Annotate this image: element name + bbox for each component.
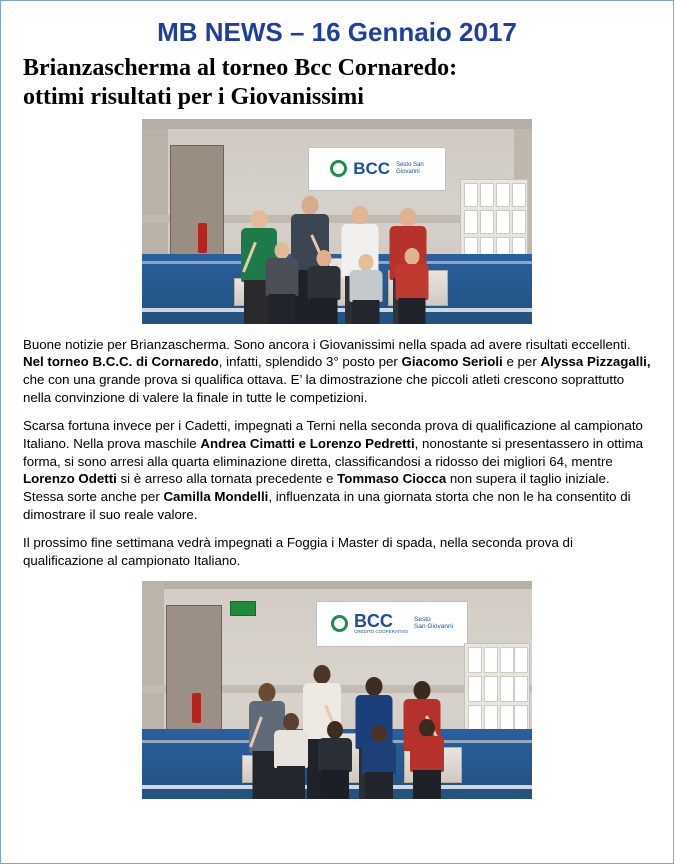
- bcc-banner-sub-1: Sesto San: [396, 162, 424, 169]
- ceiling-beam: [142, 119, 532, 129]
- p1-b3: Alyssa Pizzagalli,: [540, 354, 651, 370]
- p1-s4: che con una grande prova si qualifica ottava. E’ la dimostrazione che piccoli atleti crescono soprattutto nella convinzione di valere la finale in tutte le competizioni.: [23, 371, 625, 405]
- gym-door: [170, 145, 224, 265]
- athlete-front-4: [406, 719, 448, 799]
- athlete-head: [352, 206, 369, 225]
- bcc-banner-credito: CREDITO COOPERATIVO: [353, 629, 409, 635]
- athlete-head: [359, 254, 374, 271]
- bcc-logo-icon: [331, 615, 348, 632]
- athlete-head: [302, 196, 319, 215]
- article-paragraph-2: [23, 417, 651, 523]
- p1-s2: , infatti, splendido 3° posto per: [218, 354, 402, 370]
- athlete-head: [419, 719, 435, 737]
- bcc-banner-text: BCC: [353, 611, 393, 632]
- bcc-logo-icon: [330, 160, 347, 177]
- athlete-head: [414, 681, 431, 700]
- athlete-front-2: [304, 250, 344, 324]
- p2-b3: Tommaso Ciocca: [337, 471, 447, 487]
- athlete-head: [275, 242, 290, 259]
- article-paragraph-3: [23, 534, 651, 569]
- athlete-legs: [399, 298, 426, 324]
- headline-line-2: ottimi risultati per i Giovanissimi: [23, 84, 364, 111]
- athlete-front-1: [262, 242, 302, 324]
- bcc-banner-text: BCC: [353, 159, 391, 179]
- p2-s4: non supera il taglio iniziale. Stessa sorte anche per: [23, 471, 610, 504]
- athlete-torso: [274, 730, 308, 768]
- fire-extinguisher-icon: [198, 223, 207, 253]
- athlete-head: [283, 713, 299, 731]
- athlete-front-4: [392, 248, 432, 324]
- athlete-head: [259, 683, 276, 702]
- bcc-banner-sub-2: Giovanni: [396, 168, 420, 175]
- wall-pillar-left: [142, 119, 168, 269]
- p2-s5: , influenzata in una giornata storta che non le ha consentito di dimostrare il suo reale valore.: [23, 488, 631, 522]
- athlete-torso: [308, 266, 341, 300]
- exit-sign-icon: [230, 601, 256, 616]
- athlete-head: [327, 721, 343, 739]
- athlete-legs: [353, 300, 380, 324]
- athlete-torso: [396, 264, 429, 300]
- athlete-head: [371, 725, 387, 743]
- athlete-front-1: [270, 713, 312, 799]
- p2-s1: Scarsa fortuna invece per i Cadetti, impegnati a Terni nella seconda prova di qualificazione al campionato Italiano. Nella prova maschile: [23, 418, 643, 451]
- sponsor-banner-bcc: [316, 601, 468, 647]
- p2-b2: Lorenzo Odetti: [23, 471, 117, 487]
- athlete-head: [317, 250, 332, 267]
- athlete-legs: [311, 298, 338, 324]
- p1-b2: Giacomo Serioli: [401, 354, 503, 370]
- sponsor-banner-bcc: [308, 147, 446, 191]
- athlete-head: [400, 208, 417, 227]
- p1-s3: e per: [502, 354, 541, 370]
- p1-b1: Nel torneo B.C.C. di Cornaredo: [23, 354, 219, 370]
- athlete-legs: [365, 772, 393, 799]
- fire-extinguisher-icon: [192, 693, 201, 723]
- photo-podium-giovanissimi: [142, 119, 532, 324]
- p2-s2: , nonostante si presentassero in ottima forma, si sono arresi alla quarta eliminazione diretta, classificandosi a ridosso dei migliori 64, mentre: [23, 435, 644, 469]
- athlete-torso: [318, 738, 352, 772]
- athlete-head: [366, 677, 383, 696]
- athlete-front-3: [358, 725, 400, 799]
- athlete-torso: [350, 270, 383, 302]
- headline-line-1: Brianzascherma al torneo Bcc Cornaredo:: [23, 55, 458, 81]
- p2-b4: Camilla Mondelli: [163, 488, 269, 504]
- p3-s1: Il prossimo fine settimana vedrà impegnati a Foggia i Master di spada, nella seconda prova di qualificazione al campionato Italiano.: [23, 535, 573, 568]
- article-headline: [23, 54, 651, 113]
- masthead-title: MB NEWS – 16 Gennaio 2017: [157, 17, 517, 47]
- athlete-legs: [277, 766, 305, 799]
- athlete-head: [251, 210, 268, 229]
- wall-pillar-left: [142, 581, 164, 741]
- photo-top-wrapper: [23, 119, 651, 324]
- document-inner: [1, 1, 673, 799]
- photo-podium-female: [142, 581, 532, 799]
- bcc-banner-sub-2: San Giovanni: [414, 622, 454, 630]
- ceiling-beam: [142, 581, 532, 589]
- equipment-rack-right: [464, 643, 530, 741]
- athlete-head: [405, 248, 420, 265]
- athlete-torso: [362, 742, 396, 774]
- athlete-torso: [266, 258, 299, 296]
- athlete-front-2: [314, 721, 356, 799]
- p1-s1: Buone notizie per Brianzascherma. Sono ancora i Giovanissimi nella spada ad avere risultati eccellenti.: [23, 336, 631, 352]
- athlete-legs: [321, 770, 349, 799]
- p2-s3: si è arreso alla tornata precedente e: [116, 471, 338, 487]
- article-paragraph-1: [23, 336, 651, 407]
- athlete-head: [314, 665, 331, 684]
- athlete-front-3: [346, 254, 386, 324]
- athlete-legs: [269, 294, 296, 324]
- photo-bottom-wrapper: [23, 581, 651, 799]
- athlete-legs: [413, 770, 441, 799]
- p2-b1: Andrea Cimatti e Lorenzo Pedretti: [200, 435, 415, 451]
- athlete-torso: [410, 736, 444, 772]
- bcc-banner-sub-1: Sesto: [414, 615, 431, 623]
